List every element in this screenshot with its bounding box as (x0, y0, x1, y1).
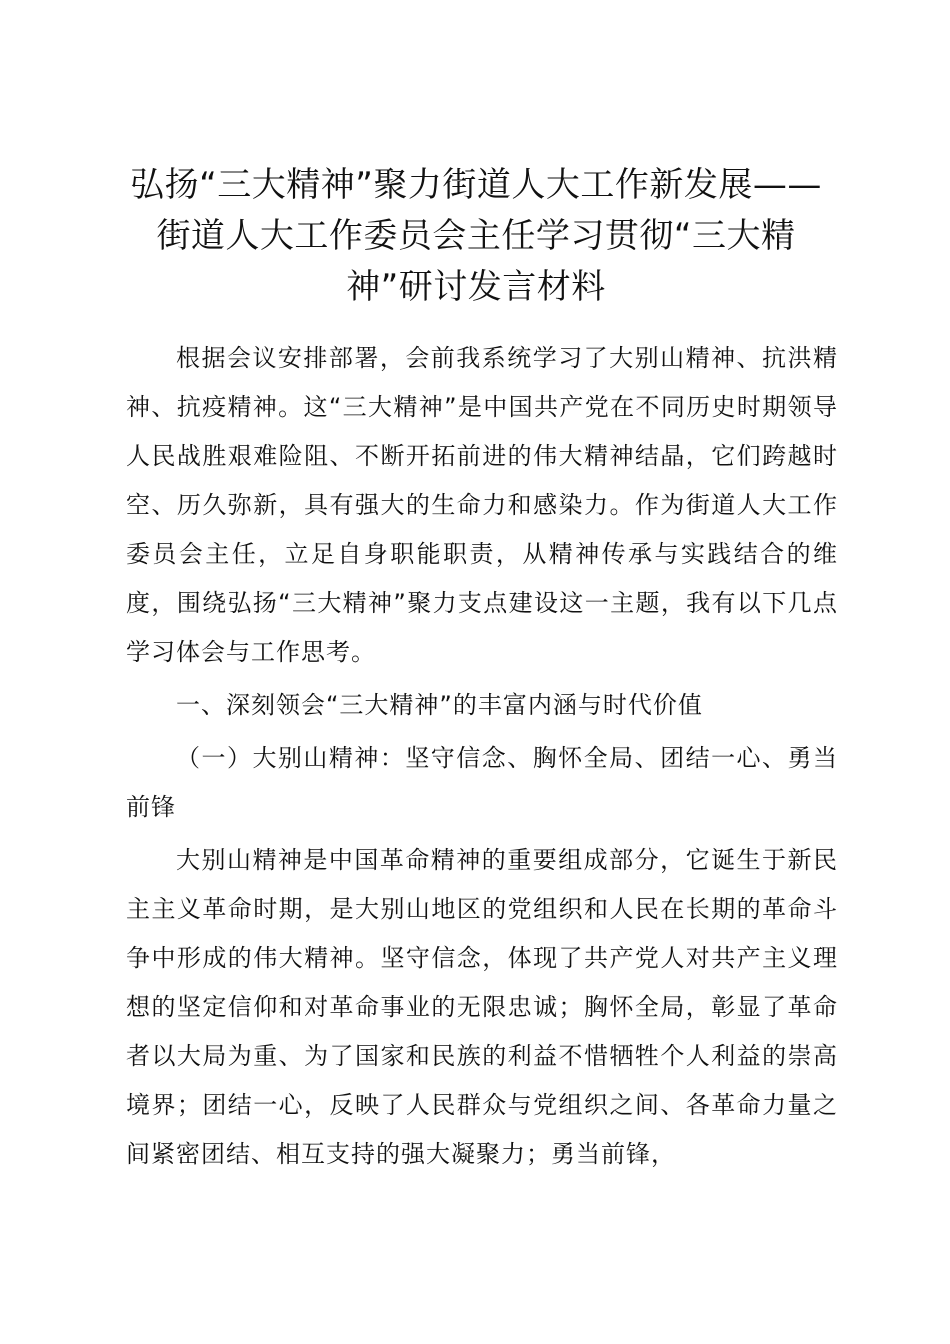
section-heading: 一、深刻领会“三大精神”的丰富内涵与时代价值 (176, 691, 703, 719)
document-body (126, 334, 838, 1179)
document-title: 弘扬“三大精神”聚力街道人大工作新发展——街道人大工作委员会主任学习贯彻“三大精神”研讨发言材料 (130, 165, 822, 307)
subsection-paragraph: 大别山精神是中国革命精神的重要组成部分，它诞生于新民主主义革命时期，是大别山地区的党组织和人民在长期的革命斗争中形成的伟大精神。坚守信念，体现了共产党人对共产主义理想的坚定信仰和对革命事业的无限忠诚；胸怀全局，彰显了革命者以大局为重、为了国家和民族的利益不惜牺牲个人利益的崇高境界；团结一心，反映了人民群众与党组织之间、各革命力量之间紧密团结、相互支持的强大凝聚力；勇当前锋， (126, 846, 838, 1168)
intro-paragraph: 根据会议安排部署，会前我系统学习了大别山精神、抗洪精神、抗疫精神。这“三大精神”是中国共产党在不同历史时期领导人民战胜艰难险阻、不断开拓前进的伟大精神结晶，它们跨越时空、历久弥新，具有强大的生命力和感染力。作为街道人大工作委员会主任，立足自身职能职责，从精神传承与实践结合的维度，围绕弘扬“三大精神”聚力支点建设这一主题，我有以下几点学习体会与工作思考。 (126, 344, 838, 666)
subsection-heading: （一）大别山精神：坚守信念、胸怀全局、团结一心、勇当前锋 (126, 744, 838, 821)
